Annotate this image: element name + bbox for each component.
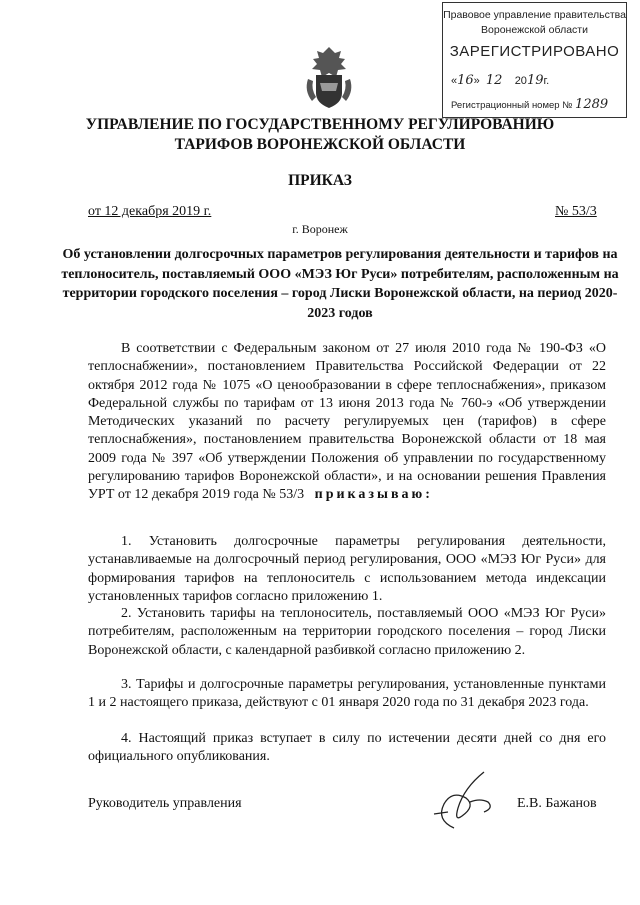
handwritten-signature bbox=[414, 768, 504, 832]
order-item-2: 2. Установить тарифы на теплоноситель, поставляемый ООО «МЭЗ Юг Руси» потребителям, расположенным на территории городского поселения – город Лиски Воронежской области, с календарной разбивкой согласно приложению 2. bbox=[88, 606, 606, 658]
document-date: от 12 декабря 2019 г. bbox=[88, 204, 212, 219]
order-item-1: 1. Установить долгосрочные параметры регулирования деятельности, устанавливаемые на долгосрочный период регулирования, ООО «МЭЗ Юг Руси» для формирования тарифов на теплоноситель с использованием метода индексации установленных тарифов согласно приложению 1. bbox=[88, 534, 606, 604]
document-subject: Об установлении долгосрочных параметров регулирования деятельности и тарифов на теплоноситель, поставляемый ООО «МЭЗ Юг Руси» потребителям, расположенным на территории городского поселения – город Лиски Воронежской области, на период 2020-2023 годов bbox=[61, 247, 619, 321]
document-number: № 53/3 bbox=[555, 204, 597, 219]
registration-stamp bbox=[442, 2, 627, 118]
stamp-authority-line2: Воронежской области bbox=[481, 24, 588, 36]
stamp-year-suffix: 19 bbox=[526, 73, 544, 88]
document-type: ПРИКАЗ bbox=[288, 172, 352, 189]
coat-of-arms-icon bbox=[302, 45, 356, 111]
stamp-year-prefix: 20 bbox=[514, 75, 527, 87]
order-item-4: 4. Настоящий приказ вступает в силу по истечении десяти дней со дня его официального опубликования. bbox=[88, 731, 606, 765]
stamp-date: «16» 12 2019г. bbox=[451, 73, 550, 88]
signatory-name: Е.В. Бажанов bbox=[517, 796, 597, 811]
organization-name-line2: ТАРИФОВ ВОРОНЕЖСКОЙ ОБЛАСТИ bbox=[174, 136, 466, 153]
stamp-day: 16 bbox=[457, 73, 474, 88]
stamp-reg-value: 1289 bbox=[575, 97, 609, 112]
stamp-authority-line1: Правовое управление правительства bbox=[443, 9, 626, 21]
signatory-title: Руководитель управления bbox=[88, 796, 242, 811]
stamp-month: 12 bbox=[485, 73, 503, 88]
order-word: приказываю: bbox=[314, 487, 433, 503]
basis-text: В соответствии с Федеральным законом от 27 июля 2010 года № 190-ФЗ «О теплоснабжении», постановлением Правительства Российской Федерации от 22 октября 2012 года № 1075 «О ценообразовании в сфере теплоснабжения», приказом Федеральной службы по тарифам от 13 июня 2013 года № 760-э «Об утверждении Методических указаний по расчету регулируемых цен (тарифов) в сфере теплоснабжения», постановлением правительства Воронежской области от 18 мая 2009 года № 397 «Об утверждении Положения об управлении по государственному регулированию тарифов Воронежской области», и на основании решения Правления УРТ от 12 декабря 2019 года № 53/3 bbox=[88, 341, 606, 503]
stamp-reg-number bbox=[451, 97, 608, 112]
stamp-registered-label: ЗАРЕГИСТРИРОВАНО bbox=[449, 43, 620, 60]
basis-paragraph bbox=[88, 340, 606, 505]
organization-name-line1: УПРАВЛЕНИЕ ПО ГОСУДАРСТВЕННОМУ РЕГУЛИРОВАНИЮ bbox=[85, 116, 555, 133]
order-item-3: 3. Тарифы и долгосрочные параметры регулирования, установленные пунктами 1 и 2 настоящего приказа, действуют с 01 января 2020 года по 31 декабря 2023 года. bbox=[88, 677, 606, 711]
document-city: г. Воронеж bbox=[292, 222, 348, 236]
stamp-reg-label: Регистрационный номер № bbox=[451, 100, 573, 111]
